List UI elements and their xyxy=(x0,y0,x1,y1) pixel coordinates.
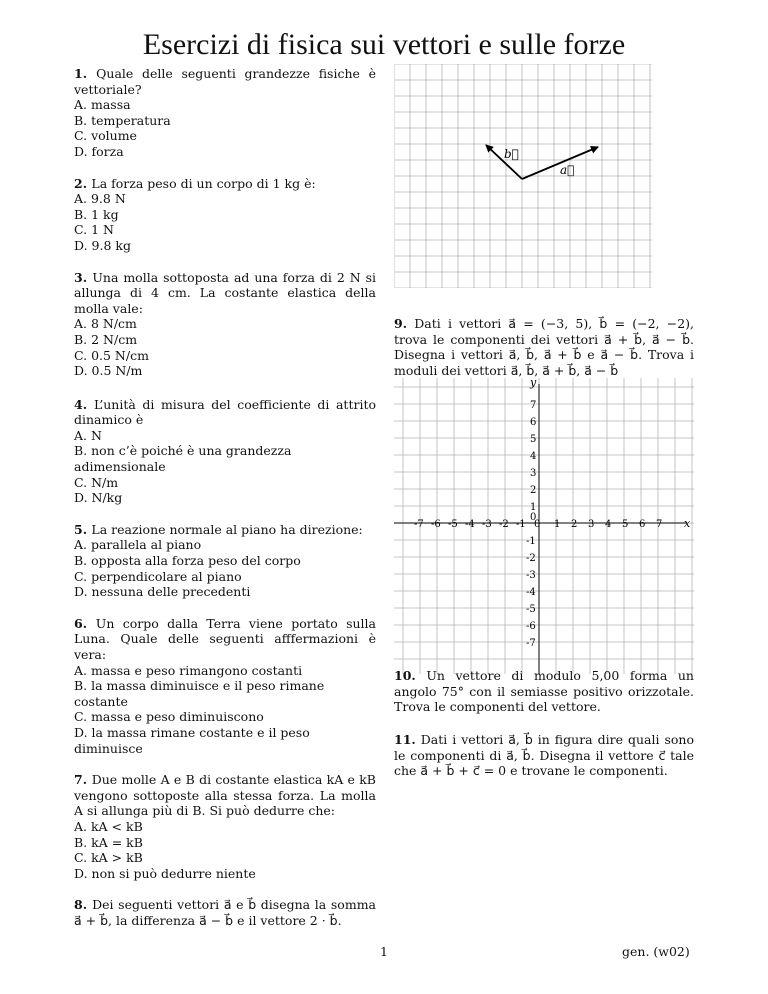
answer-option: D. 9.8 kg xyxy=(74,237,131,253)
answer-option: D. non si può dedurre niente xyxy=(74,865,256,881)
x-tick-label: -6 xyxy=(431,519,441,530)
question-text xyxy=(74,397,376,428)
answer-option: A. kA < kB xyxy=(74,818,143,834)
question-text xyxy=(74,176,376,192)
question-text xyxy=(74,66,376,97)
answer-option: D. la massa rimane costante e il peso diminuisce xyxy=(74,724,310,756)
question-body: La forza peso di un corpo di 1 kg è: xyxy=(91,175,316,191)
answer-option: C. 1 N xyxy=(74,222,114,238)
answer-option: C. volume xyxy=(74,128,137,144)
y-tick-label: 5 xyxy=(530,434,537,445)
question-number: 7. xyxy=(74,772,92,788)
x-tick-label: -7 xyxy=(414,519,424,530)
answer-option: A. 9.8 N xyxy=(74,191,126,207)
footer-code: gen. (w02) xyxy=(622,944,690,959)
x-tick-label: -2 xyxy=(499,519,509,530)
vector-figure-ab xyxy=(394,64,652,288)
x-tick-label: 4 xyxy=(605,519,612,530)
question-body: La reazione normale al piano ha direzione: xyxy=(91,521,363,537)
page-title: Esercizi di fisica sui vettori e sulle forze xyxy=(142,28,626,61)
answer-option: B. kA = kB xyxy=(74,834,143,850)
page-number: 1 xyxy=(380,944,388,959)
x-tick-label: 7 xyxy=(656,519,663,530)
question-10: 10. Un vettore di modulo 5,00 forma un angolo 75° con il semiasse positivo orizzotale. Trova le componenti del vettore. xyxy=(394,668,694,715)
answer-option: B. opposta alla forza peso del corpo xyxy=(74,553,301,569)
question-6 xyxy=(74,616,376,756)
answer-option: B. 2 N/cm xyxy=(74,331,138,347)
y-tick-label: 4 xyxy=(530,451,537,462)
question-11: 11. Dati i vettori a⃗, b⃗ in figura dire quali sono le componenti di a⃗, b⃗. Disegna il vettore c⃗ tale che a⃗ + b⃗ + c⃗ = 0 e trovane le componenti. xyxy=(394,732,694,779)
answer-option: A. 8 N/cm xyxy=(74,316,137,332)
y-tick-label: -1 xyxy=(526,536,536,547)
question-text xyxy=(74,616,376,663)
answer-option: C. kA > kB xyxy=(74,850,143,866)
question-9: 9. Dati i vettori a⃗ = (−3, 5), b⃗ = (−2, −2), trova le componenti dei vettori a⃗ + b⃗, a⃗ − b⃗. Disegna i vettori a⃗, b⃗, a⃗ + b⃗ e a⃗ − b⃗. Trova i moduli dei vettori a⃗, b⃗, a⃗ + b⃗, a⃗ − b⃗ xyxy=(394,316,695,378)
x-axis-label: x xyxy=(684,517,691,530)
question-body: Due molle A e B di costante elastica kA e kB vengono sottoposte alla stessa forza. La molla A si allunga più di B. Si può dedurre che: xyxy=(74,772,376,819)
answer-option: D. N/kg xyxy=(74,490,123,506)
x-tick-label: -4 xyxy=(465,519,475,530)
x-tick-label: 1 xyxy=(554,519,561,530)
question-number: 2. xyxy=(74,175,92,191)
answer-option: A. N xyxy=(74,427,102,443)
question-body: L’unità di misura del coefficiente di attrito dinamico è xyxy=(74,396,376,428)
x-tick-label: 6 xyxy=(639,519,646,530)
origin-label: 0 xyxy=(530,512,537,523)
question-text xyxy=(74,270,376,317)
answer-option: C. perpendicolare al piano xyxy=(74,568,242,584)
answer-option: B. la massa diminuisce e il peso rimane costante xyxy=(74,678,325,709)
question-body: Un corpo dalla Terra viene portato sulla Luna. Quale delle seguenti afffermazioni è vera: xyxy=(74,615,376,662)
x-tick-label: 0 xyxy=(534,519,541,530)
question-number: 1. xyxy=(74,66,97,81)
x-tick-label: -5 xyxy=(448,519,458,530)
y-tick-label: 2 xyxy=(530,485,537,496)
question-body: Una molla sottoposta ad una forza di 2 N si allunga di 4 cm. La costante elastica della molla vale: xyxy=(74,269,376,316)
answer-option: D. nessuna delle precedenti xyxy=(74,584,251,600)
x-tick-label: 2 xyxy=(571,519,578,530)
answer-option: C. N/m xyxy=(74,474,119,490)
question-number: 8. xyxy=(74,897,93,913)
question-number: 6. xyxy=(74,615,96,631)
question-text xyxy=(74,522,376,538)
y-tick-label: -2 xyxy=(526,553,536,564)
question-text xyxy=(74,772,376,819)
question-5 xyxy=(74,522,376,600)
question-text xyxy=(74,897,376,928)
y-tick-label: -3 xyxy=(526,570,536,581)
cartesian-plane xyxy=(394,378,694,674)
question-2 xyxy=(74,176,376,254)
x-tick-label: 3 xyxy=(588,519,595,530)
question-number: 3. xyxy=(74,269,93,285)
question-3 xyxy=(74,270,376,379)
answer-option: C. 0.5 N/cm xyxy=(74,347,149,363)
left-column xyxy=(74,66,376,945)
y-tick-label: 6 xyxy=(530,417,537,428)
question-number: 4. xyxy=(74,396,94,412)
y-tick-label: 1 xyxy=(530,502,537,513)
answer-option: D. forza xyxy=(74,143,124,159)
question-4 xyxy=(74,397,376,506)
answer-option: B. 1 kg xyxy=(74,206,119,222)
x-tick-label: -1 xyxy=(516,519,526,530)
y-tick-label: 3 xyxy=(530,468,537,479)
x-tick-label: -3 xyxy=(482,519,492,530)
answer-option: A. parallela al piano xyxy=(74,537,202,553)
question-8 xyxy=(74,897,376,928)
y-tick-label: -7 xyxy=(526,638,536,649)
answer-option: A. massa e peso rimangono costanti xyxy=(74,662,303,678)
question-number: 5. xyxy=(74,521,92,537)
vector-b-label: b⃗ xyxy=(504,147,519,161)
answer-option: B. non c’è poiché è una grandezza adimensionale xyxy=(74,443,292,475)
y-tick-label: 7 xyxy=(530,400,537,411)
question-body: Dei seguenti vettori a⃗ e b⃗ disegna la somma a⃗ + b⃗, la differenza a⃗ − b⃗ e il vettore 2 · b⃗. xyxy=(74,897,376,928)
answer-option: B. temperatura xyxy=(74,112,171,128)
y-tick-label: -4 xyxy=(526,587,536,598)
answer-option: A. massa xyxy=(74,97,131,113)
vector-a-label: a⃗ xyxy=(560,163,575,177)
y-tick-label: -6 xyxy=(526,621,536,632)
question-7 xyxy=(74,772,376,881)
question-body: Quale delle seguenti grandezze fisiche è vettoriale? xyxy=(74,66,376,97)
question-1 xyxy=(74,66,376,160)
y-axis-label: y xyxy=(530,378,537,389)
x-tick-label: 5 xyxy=(622,519,629,530)
answer-option: D. 0.5 N/m xyxy=(74,363,143,379)
answer-option: C. massa e peso diminuiscono xyxy=(74,709,264,725)
y-tick-label: -5 xyxy=(526,604,536,615)
